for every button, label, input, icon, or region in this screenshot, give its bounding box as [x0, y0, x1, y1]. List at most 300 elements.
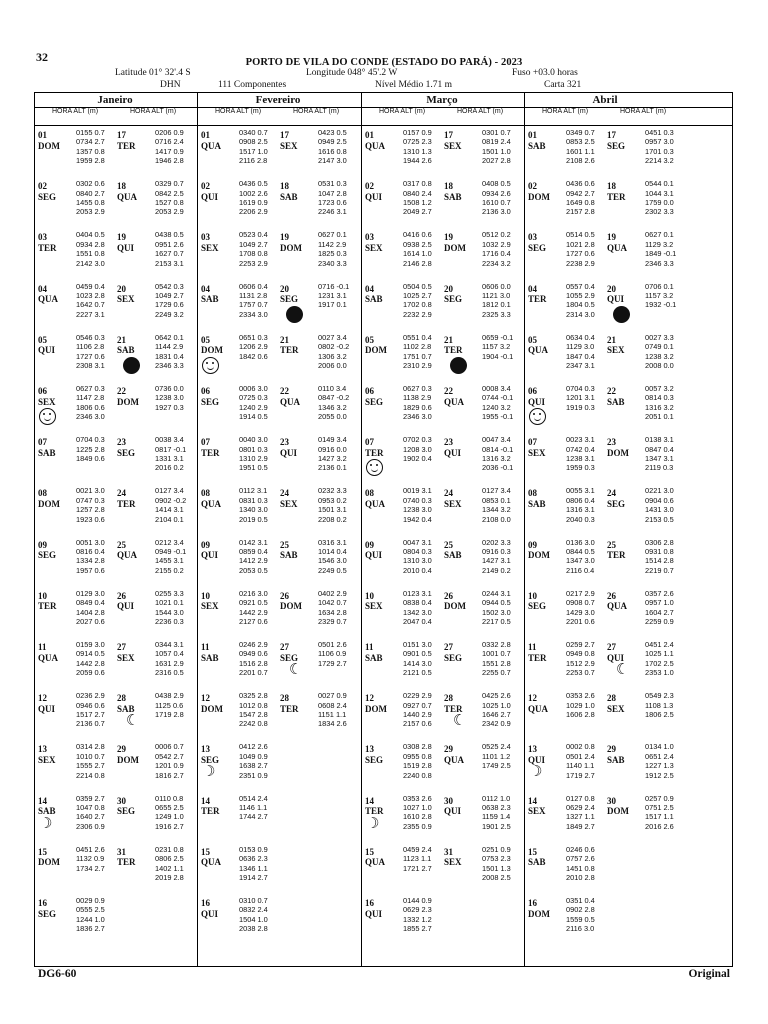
- day-number: 15: [528, 846, 537, 857]
- tide-entry: 1825 0.3: [318, 249, 347, 259]
- tide-entry: 0459 0.4: [76, 281, 105, 291]
- tide-entry: 1442 2.9: [239, 607, 268, 617]
- tide-entries: [482, 128, 511, 166]
- weekday: SEG: [444, 652, 463, 663]
- day-label: [528, 488, 546, 509]
- tide-entry: 0202 3.3: [482, 537, 511, 547]
- day-number: 05: [528, 334, 537, 345]
- tide-entry: 2302 3.3: [645, 207, 674, 217]
- tide-entry: 0817 -0.1: [155, 444, 187, 454]
- day-label: [117, 284, 135, 305]
- weekday: SEG: [201, 396, 220, 407]
- day-label: [607, 488, 625, 509]
- column-header-hora-alt: HORA ALT (m): [215, 108, 262, 115]
- tide-entry: 0638 2.3: [482, 803, 511, 812]
- day-number: 27: [117, 642, 126, 652]
- new-moon-icon: [286, 306, 303, 323]
- weekday: DOM: [607, 806, 629, 817]
- tide-entry: 0302 0.6: [76, 179, 105, 189]
- day-label: [528, 796, 546, 817]
- tide-entry: 2351 0.9: [239, 770, 268, 780]
- day-label: [365, 488, 385, 509]
- weekday: SAB: [38, 447, 56, 458]
- weekday: DOM: [38, 498, 60, 509]
- weekday: QUI: [444, 806, 462, 817]
- day-label: [201, 232, 219, 253]
- weekday: TER: [365, 806, 384, 817]
- tide-entry: 1847 0.4: [566, 351, 595, 361]
- tide-entries: [155, 128, 184, 166]
- tide-entry: 0806 0.4: [566, 495, 595, 505]
- tide-entry: 1431 3.0: [645, 505, 674, 515]
- weekday: QUA: [607, 242, 627, 253]
- tide-entries: [239, 896, 268, 934]
- tide-entries: [76, 896, 105, 934]
- day-label: [117, 181, 137, 202]
- weekday: SEX: [444, 140, 462, 151]
- weekday: QUA: [365, 857, 385, 868]
- tide-entry: 1334 2.8: [76, 556, 105, 566]
- tide-entry: 1440 2.9: [403, 710, 432, 719]
- tide-entries: [403, 845, 432, 873]
- day-number: 23: [280, 437, 289, 448]
- tide-entry: 1721 2.7: [403, 863, 432, 873]
- tide-entry: 0938 2.5: [403, 239, 432, 249]
- tide-entry: 1049 2.7: [239, 239, 268, 249]
- new-moon-icon: [450, 357, 467, 374]
- day-number: 16: [365, 898, 374, 908]
- day-number: 08: [201, 488, 210, 499]
- tide-entry: 0931 0.8: [645, 547, 674, 556]
- tide-entry: 0027 3.3: [645, 332, 674, 342]
- tide-entry: 1512 2.9: [566, 658, 595, 668]
- tide-entry: 0329 0.7: [155, 179, 184, 189]
- tide-entry: 1451 0.8: [566, 863, 595, 873]
- day-label: [607, 796, 629, 817]
- day-label: [201, 335, 223, 356]
- tide-entry: 1516 2.8: [239, 658, 268, 668]
- day-label: [38, 284, 58, 305]
- tide-entry: 1634 2.8: [318, 607, 347, 617]
- tide-entry: 0908 0.7: [566, 598, 595, 608]
- tide-entry: 1702 0.8: [403, 300, 432, 310]
- tide-entry: 1708 0.8: [239, 249, 268, 259]
- day-label: [528, 591, 546, 612]
- tide-entry: 1904 -0.1: [482, 351, 514, 361]
- weekday: SEG: [528, 242, 547, 253]
- tide-entries: [566, 179, 595, 217]
- tide-entry: 1429 3.0: [566, 607, 595, 617]
- day-label: [117, 540, 137, 561]
- first-quarter-moon-icon: ☾: [453, 713, 467, 730]
- weekday: SEX: [38, 754, 56, 765]
- weekday: SEX: [201, 242, 219, 253]
- tide-entry: 0859 0.4: [239, 547, 268, 556]
- tide-entry: 1208 3.0: [403, 444, 432, 454]
- tide-entry: 0629 2.3: [403, 905, 432, 915]
- day-label: [280, 232, 302, 253]
- tide-entry: 1206 2.9: [239, 342, 268, 352]
- tide-entries: [155, 384, 184, 412]
- tide-entry: 0902 -0.2: [155, 495, 187, 505]
- tide-entry: 2353 1.0: [645, 668, 674, 678]
- month-column-divider: [361, 92, 362, 966]
- tide-entries: [566, 230, 595, 268]
- tide-entry: 0153 0.9: [239, 844, 268, 854]
- original-label: Original: [688, 968, 730, 980]
- day-label: [444, 642, 462, 663]
- tide-entry: 0404 0.5: [76, 230, 105, 240]
- tide-entries: [239, 230, 268, 268]
- tide-entry: 1544 3.0: [155, 607, 184, 617]
- latitude-label: Latitude 01° 32'.4 S: [115, 68, 191, 78]
- tide-entry: 0412 2.6: [239, 742, 268, 752]
- weekday: SAB: [280, 191, 298, 202]
- weekday: SEG: [117, 447, 136, 458]
- weekday: SAB: [444, 191, 462, 202]
- weekday: TER: [444, 345, 463, 356]
- weekday: SEX: [117, 652, 135, 663]
- tide-entry: 0523 0.4: [239, 230, 268, 240]
- tide-entry: 1002 2.6: [239, 188, 268, 198]
- tide-entry: 1055 2.9: [566, 291, 595, 300]
- day-label: [444, 591, 466, 612]
- tide-entry: 1517 2.7: [76, 710, 105, 719]
- day-number: 19: [607, 232, 616, 243]
- day-label: [365, 386, 383, 407]
- weekday: SEG: [38, 191, 57, 202]
- tide-entries: [76, 589, 105, 627]
- day-number: 22: [117, 386, 126, 396]
- tide-entries: [403, 589, 432, 627]
- tide-entry: 1402 1.1: [155, 863, 184, 873]
- weekday: DOM: [365, 345, 387, 356]
- weekday: SAB: [365, 652, 383, 663]
- day-label: [444, 181, 462, 202]
- weekday: DOM: [117, 754, 139, 765]
- month-name: Fevereiro: [255, 94, 301, 106]
- day-label: [444, 488, 462, 509]
- day-number: 18: [280, 181, 289, 192]
- tide-entry: 2214 0.8: [76, 770, 105, 780]
- day-label: [38, 540, 56, 561]
- tide-entry: 2027 0.6: [76, 617, 105, 627]
- weekday: QUI: [528, 754, 546, 765]
- tide-entry: 1834 2.6: [318, 719, 347, 729]
- tide-entry: 0512 0.2: [482, 230, 511, 240]
- day-label: [444, 847, 462, 868]
- tide-entry: 1640 2.7: [76, 812, 105, 822]
- tide-entry: 1702 2.5: [645, 658, 674, 668]
- weekday: DOM: [528, 191, 550, 202]
- tide-entry: 0704 0.3: [76, 435, 105, 445]
- weekday: SEG: [38, 908, 57, 919]
- day-number: 29: [444, 744, 453, 755]
- tide-entry: 1946 2.8: [155, 156, 184, 166]
- day-number: 17: [444, 130, 453, 140]
- tide-entry: 0838 0.4: [403, 598, 432, 608]
- tide-entry: 2155 0.2: [155, 565, 184, 575]
- tide-entry: 1025 1.0: [482, 700, 511, 710]
- tide-entry: 2153 3.1: [155, 258, 184, 268]
- weekday: TER: [280, 703, 299, 714]
- tide-entry: 1025 1.1: [645, 649, 674, 659]
- day-number: 27: [280, 642, 289, 652]
- tide-entry: 0651 0.3: [239, 332, 268, 342]
- tide-entry: 2153 0.5: [645, 514, 674, 524]
- tide-entries: [76, 333, 105, 371]
- day-label: [280, 284, 298, 305]
- tide-entry: 1310 3.0: [403, 556, 432, 566]
- tide-entry: 0023 3.1: [566, 435, 595, 445]
- tide-entry: 1932 -0.1: [645, 300, 677, 310]
- weekday: SEG: [607, 140, 626, 151]
- tide-entry: 0155 0.7: [76, 128, 105, 137]
- tide-entry: 0704 0.3: [566, 384, 595, 393]
- day-number: 17: [280, 130, 289, 140]
- tide-entry: 0927 0.7: [403, 700, 432, 710]
- day-label: [117, 796, 135, 817]
- tide-entry: 2019 2.8: [155, 873, 184, 883]
- tide-entry: 1957 0.6: [76, 565, 105, 575]
- tide-entry: 1616 0.8: [318, 146, 347, 156]
- day-number: 06: [38, 386, 47, 396]
- day-number: 21: [280, 334, 289, 345]
- tide-entry: 2334 3.0: [239, 309, 268, 319]
- weekday: TER: [38, 242, 57, 253]
- tide-entries: [403, 691, 432, 729]
- day-number: 07: [528, 437, 537, 448]
- day-number: 24: [280, 488, 289, 499]
- tide-entry: 2249 0.5: [318, 565, 347, 575]
- tide-entry: 0902 2.8: [566, 905, 595, 915]
- tide-entries: [239, 486, 268, 524]
- weekday: TER: [117, 857, 136, 868]
- tide-entry: 1806 0.6: [76, 402, 105, 412]
- tide-entry: 1959 0.3: [566, 463, 595, 473]
- tide-entry: 0551 0.4: [403, 332, 432, 342]
- tide-entries: [566, 282, 595, 320]
- weekday: QUA: [38, 652, 58, 663]
- first-quarter-moon-icon: ☾: [289, 662, 303, 678]
- tide-entries: [482, 179, 511, 217]
- weekday: QUA: [201, 140, 221, 151]
- tide-entry: 1025 2.7: [403, 291, 432, 300]
- tide-entry: 1010 0.7: [76, 751, 105, 761]
- tide-entry: 1238 3.0: [155, 393, 184, 403]
- tide-entry: 0351 0.4: [566, 896, 595, 905]
- day-number: 01: [38, 130, 47, 140]
- tide-entry: 1238 3.0: [403, 505, 432, 515]
- tide-entry: 1121 3.0: [482, 291, 511, 300]
- tide-entries: [155, 794, 184, 832]
- tide-entry: 1001 0.7: [482, 649, 511, 659]
- day-label: [280, 540, 298, 561]
- day-label: [607, 130, 625, 151]
- day-number: 22: [280, 386, 289, 396]
- day-number: 12: [365, 693, 374, 704]
- weekday: SEX: [280, 140, 298, 151]
- tide-entries: [76, 128, 105, 166]
- tide-entry: 2019 0.5: [239, 514, 268, 524]
- tide-entries: [318, 435, 347, 473]
- day-number: 13: [38, 744, 47, 755]
- tide-entry: 1757 0.7: [239, 300, 268, 310]
- day-number: 09: [528, 539, 537, 550]
- tide-entries: [403, 486, 432, 524]
- day-number: 11: [201, 642, 210, 652]
- weekday: TER: [444, 703, 463, 714]
- tide-entry: 0217 2.9: [566, 588, 595, 598]
- tide-entry: 2038 2.8: [239, 924, 268, 934]
- tide-entry: 2232 2.9: [403, 309, 432, 319]
- tide-entry: 0316 3.1: [318, 537, 347, 547]
- day-label: [528, 386, 545, 407]
- tide-entry: 0257 0.9: [645, 793, 674, 803]
- tide-entry: 2104 0.1: [155, 514, 184, 524]
- tide-entry: 1642 0.7: [76, 300, 105, 310]
- tide-entries: [645, 691, 674, 719]
- tide-entry: 0051 3.0: [76, 537, 105, 547]
- day-number: 06: [201, 386, 210, 396]
- tide-entry: 0357 2.6: [645, 588, 674, 598]
- tide-entry: 2027 2.8: [482, 156, 511, 166]
- tide-entries: [566, 384, 595, 412]
- tide-entry: 1238 3.2: [645, 351, 674, 361]
- tide-entry: 2047 0.4: [403, 617, 432, 627]
- tide-entry: 0306 2.8: [645, 537, 674, 547]
- day-number: 06: [365, 386, 374, 396]
- tide-entry: 0908 2.5: [239, 137, 268, 147]
- day-number: 18: [444, 181, 453, 192]
- day-number: 08: [365, 488, 374, 499]
- day-label: [528, 437, 546, 458]
- day-number: 03: [38, 232, 47, 243]
- tide-entry: 1021 2.8: [566, 239, 595, 249]
- tide-entry: 0734 2.7: [76, 137, 105, 147]
- tide-entries: [155, 486, 186, 524]
- tide-entries: [155, 435, 186, 473]
- tide-entry: 0040 3.0: [239, 435, 268, 445]
- day-label: [280, 181, 298, 202]
- day-number: 23: [444, 437, 453, 448]
- tide-entry: 2147 3.0: [318, 156, 347, 166]
- tide-entry: 2008 0.0: [645, 361, 674, 371]
- tide-entry: 1646 2.7: [482, 710, 511, 719]
- tide-entry: 1014 0.4: [318, 547, 347, 556]
- day-number: 18: [607, 181, 616, 192]
- tide-entry: 0957 3.0: [645, 137, 674, 147]
- tide-entry: 1047 0.8: [76, 803, 105, 812]
- day-number: 27: [444, 642, 453, 652]
- day-label: [528, 642, 547, 663]
- tide-entry: 1619 0.9: [239, 198, 268, 207]
- tide-entry: 1517 1.1: [645, 812, 674, 822]
- tide-entries: [482, 640, 511, 678]
- column-header-hora-alt: HORA ALT (m): [52, 108, 99, 115]
- tide-entries: [403, 230, 432, 268]
- tide-entries: [566, 691, 595, 719]
- tide-entry: 1012 0.8: [239, 700, 268, 710]
- day-number: 14: [528, 795, 537, 806]
- tide-entry: 0159 3.0: [76, 640, 105, 649]
- tide-entry: 1049 0.9: [239, 751, 268, 761]
- tide-entry: 1347 3.1: [645, 454, 674, 463]
- weekday: SEG: [117, 806, 136, 817]
- tide-entry: 1027 1.0: [403, 803, 432, 812]
- weekday: DOM: [444, 242, 466, 253]
- tide-entry: 1923 0.6: [76, 514, 105, 524]
- tide-entry: 1227 1.3: [645, 761, 674, 771]
- day-label: [38, 796, 56, 817]
- tide-entry: 0819 2.4: [482, 137, 511, 147]
- tide-entry: 0149 3.4: [318, 435, 347, 445]
- tide-entry: 2346 3.3: [155, 361, 184, 371]
- day-label: [528, 181, 550, 202]
- column-header-hora-alt: HORA ALT (m): [293, 108, 340, 115]
- tide-entry: 0542 2.7: [155, 751, 184, 761]
- weekday: SEG: [365, 754, 384, 765]
- day-number: 16: [528, 898, 537, 908]
- tide-entry: 0459 2.4: [403, 844, 432, 854]
- day-number: 05: [201, 334, 210, 345]
- day-number: 20: [280, 283, 289, 294]
- tide-entry: 2157 0.6: [403, 719, 432, 729]
- tide-entry: 1157 3.2: [645, 291, 674, 300]
- day-number: 17: [607, 130, 616, 140]
- tide-entry: 1902 0.4: [403, 454, 432, 463]
- weekday: SEG: [201, 754, 220, 765]
- tide-entry: 0325 2.8: [239, 691, 268, 701]
- tide-entries: [645, 384, 674, 422]
- tide-entry: 2342 0.9: [482, 719, 511, 729]
- tide-entries: [239, 128, 268, 166]
- tide-entry: 1855 2.7: [403, 924, 432, 934]
- day-number: 13: [528, 744, 537, 755]
- tide-entry: 0112 3.1: [239, 486, 268, 496]
- day-number: 09: [365, 539, 374, 550]
- tide-entry: 1517 1.0: [239, 146, 268, 156]
- tide-entry: 1719 2.8: [155, 710, 184, 719]
- day-number: 07: [38, 437, 47, 448]
- full-moon-icon: [202, 357, 219, 374]
- tide-entry: 1106 0.9: [318, 649, 347, 659]
- day-number: 22: [444, 386, 453, 396]
- day-number: 07: [201, 437, 210, 448]
- tide-entries: [645, 230, 676, 268]
- tide-entry: 2108 2.6: [566, 156, 595, 166]
- weekday: DOM: [528, 550, 550, 561]
- tide-entry: 1346 1.1: [239, 863, 268, 873]
- day-label: [280, 386, 300, 407]
- weekday: QUA: [365, 498, 385, 509]
- day-label: [117, 744, 139, 765]
- tide-entry: 2149 0.2: [482, 565, 511, 575]
- tide-entry: 1151 1.1: [318, 710, 347, 719]
- tide-entries: [482, 282, 511, 320]
- weekday: SAB: [528, 140, 546, 151]
- day-number: 30: [607, 795, 616, 806]
- tide-entries: [566, 742, 595, 780]
- tide-entry: 0229 2.9: [403, 691, 432, 701]
- tide-entry: 0416 0.6: [403, 230, 432, 240]
- weekday: QUI: [201, 191, 219, 202]
- tide-entry: 0514 2.4: [239, 793, 268, 803]
- tide-entry: 2219 0.7: [645, 565, 674, 575]
- chart-label: Carta 321: [544, 80, 582, 90]
- tide-entry: 2308 3.1: [76, 361, 105, 371]
- tide-entries: [566, 640, 595, 678]
